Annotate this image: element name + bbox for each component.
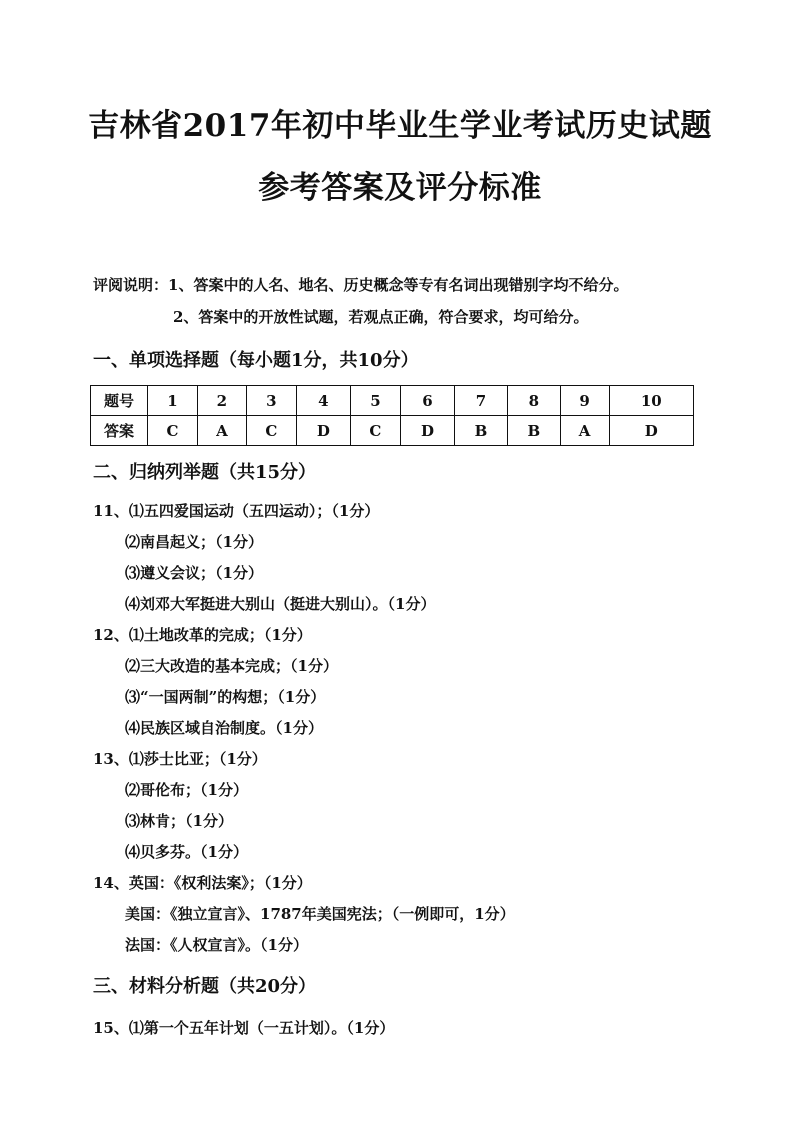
answer-cell: D <box>400 416 454 446</box>
question-number-cell: 10 <box>609 386 694 416</box>
q12-answer-2: ⑵三大改造的基本完成；（1分） <box>125 657 338 675</box>
answer-cell: D <box>609 416 694 446</box>
document-subtitle: 参考答案及评分标准 <box>258 170 542 206</box>
q13-answer-4: ⑷贝多芬。（1分） <box>125 843 248 861</box>
question-number-cell: 3 <box>246 386 296 416</box>
q11-answer-2: ⑵南昌起义；（1分） <box>125 533 263 551</box>
answer-cell: B <box>507 416 560 446</box>
q12-answer-1: 12、⑴土地改革的完成；（1分） <box>93 626 312 644</box>
answer-cell: D <box>296 416 350 446</box>
question-number-cell: 1 <box>148 386 198 416</box>
document-title: 吉林省2017年初中毕业生学业考试历史试题 <box>88 108 712 144</box>
q12-answer-3: ⑶“一国两制”的构想；（1分） <box>125 688 326 706</box>
question-number-cell: 2 <box>198 386 247 416</box>
q13-answer-2: ⑵哥伦布；（1分） <box>125 781 248 799</box>
question-number-cell: 6 <box>400 386 454 416</box>
table-row-answers <box>91 416 694 446</box>
answer-cell: C <box>350 416 400 446</box>
table-row-question-numbers <box>91 386 694 416</box>
answer-cell: C <box>246 416 296 446</box>
grading-note-2: 2、答案中的开放性试题，若观点正确，符合要求，均可给分。 <box>173 308 589 326</box>
q13-answer-3: ⑶林肯；（1分） <box>125 812 233 830</box>
answer-cell: C <box>148 416 198 446</box>
q14-answer-3: 法国：《人权宣言》。（1分） <box>125 936 308 954</box>
q13-answer-1: 13、⑴莎士比亚；（1分） <box>93 750 267 768</box>
q11-answer-3: ⑶遵义会议；（1分） <box>125 564 263 582</box>
section-2-heading: 二、归纳列举题（共15分） <box>93 462 317 483</box>
table-header-cell: 题号 <box>91 386 148 416</box>
answer-cell: A <box>560 416 609 446</box>
grading-note-1: 评阅说明：1、答案中的人名、地名、历史概念等专有名词出现错别字均不给分。 <box>93 276 629 294</box>
question-number-cell: 9 <box>560 386 609 416</box>
question-number-cell: 7 <box>455 386 508 416</box>
q12-answer-4: ⑷民族区域自治制度。（1分） <box>125 719 323 737</box>
question-number-cell: 4 <box>296 386 350 416</box>
q11-answer-4: ⑷刘邓大军挺进大别山（挺进大别山）。（1分） <box>125 595 436 613</box>
answer-cell: B <box>455 416 508 446</box>
answer-cell: A <box>198 416 247 446</box>
section-1-heading: 一、单项选择题（每小题1分，共10分） <box>93 350 419 371</box>
table-header-cell: 答案 <box>91 416 148 446</box>
multiple-choice-answer-table <box>90 385 694 446</box>
question-number-cell: 8 <box>507 386 560 416</box>
section-3-heading: 三、材料分析题（共20分） <box>93 976 317 997</box>
q11-answer-1: 11、⑴五四爱国运动（五四运动）；（1分） <box>93 502 380 520</box>
question-number-cell: 5 <box>350 386 400 416</box>
q15-answer-1: 15、⑴第一个五年计划（一五计划）。（1分） <box>93 1019 395 1037</box>
q14-answer-1: 14、英国：《权利法案》；（1分） <box>93 874 312 892</box>
q14-answer-2: 美国：《独立宣言》、1787年美国宪法；（一例即可，1分） <box>125 905 515 923</box>
